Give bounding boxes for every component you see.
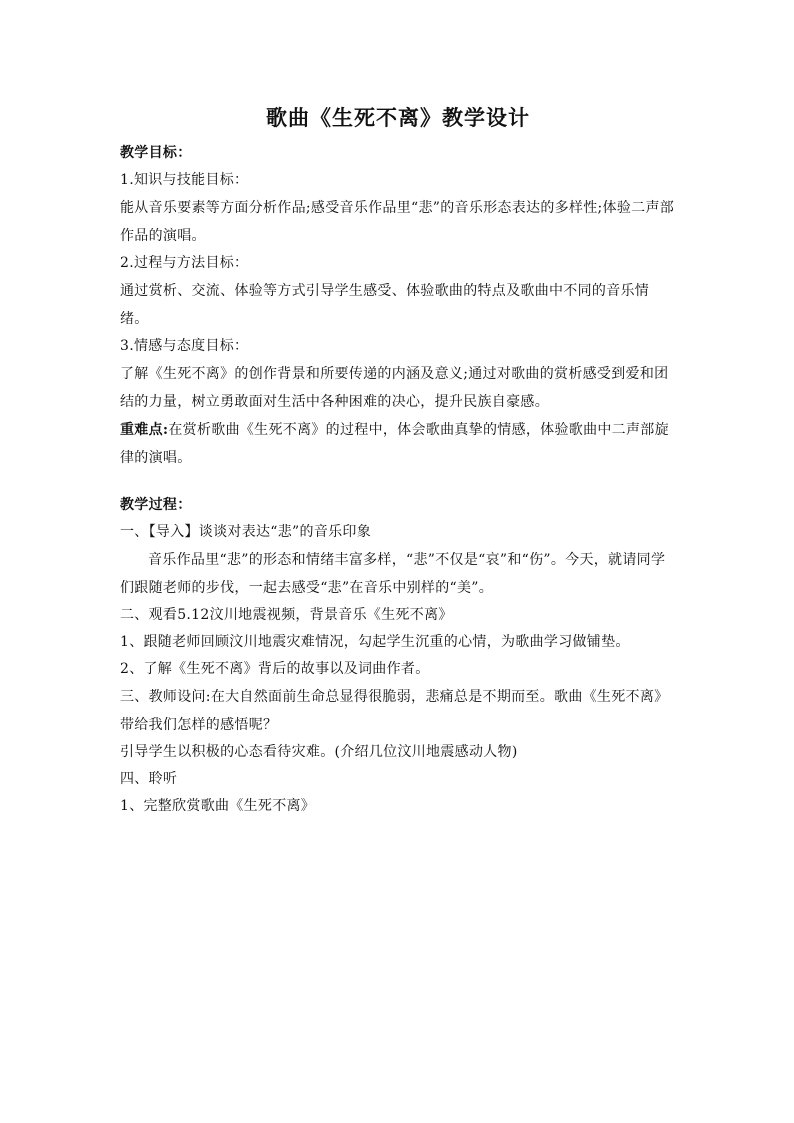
goal1-text: 能从音乐要素等方面分析作品;感受音乐作品里“悲”的音乐形态表达的多样性;体验二声部作品的演唱。 <box>120 200 675 244</box>
keypoint-paragraph <box>120 416 676 472</box>
section-gap <box>120 472 676 492</box>
goal3-text: 了解《生死不离》的创作背景和所要传递的内涵及意义;通过对歌曲的赏析感受到爱和团结的力量，树立勇敢面对生活中各种困难的决心，提升民族自豪感。 <box>120 366 669 410</box>
step4-heading: 四、聆听 <box>120 771 178 787</box>
step2-heading: 二、观看5.12汶川地震视频，背景音乐《生死不离》 <box>120 607 453 623</box>
goal2-text: 通过赏析、交流、体验等方式引导学生感受、体验歌曲的特点及歌曲中不同的音乐情绪。 <box>120 283 650 327</box>
step4-item1: 1、完整欣赏歌曲《生死不离》 <box>120 798 316 814</box>
keypoint-label: 重难点: <box>120 422 169 438</box>
keypoint-text: 在赏析歌曲《生死不离》的过程中，体会歌曲真挚的情感，体验歌曲中二声部旋律的演唱。 <box>120 422 669 466</box>
step3-text: 三、教师设问:在大自然面前生命总显得很脆弱，悲痛总是不期而至。歌曲《生死不离》带给我们怎样的感悟呢？ <box>120 689 669 733</box>
process-heading: 教学过程： <box>120 497 192 513</box>
goal3-heading: 3.情感与态度目标： <box>120 338 249 354</box>
step3-note: 引导学生以积极的心态看待灾难。(介绍几位汶川地震感动人物) <box>120 744 518 760</box>
step2-item1: 1、跟随老师回顾汶川地震灾难情况，勾起学生沉重的心情，为歌曲学习做铺垫。 <box>120 634 630 650</box>
step2-item2: 2、了解《生死不离》背后的故事以及词曲作者。 <box>120 661 430 677</box>
goals-heading: 教学目标： <box>120 145 192 161</box>
goal1-heading: 1.知识与技能目标： <box>120 172 249 188</box>
goal2-heading: 2.过程与方法目标： <box>120 255 249 271</box>
document-title: 歌曲《生死不离》教学设计 <box>266 105 530 130</box>
step1-text: 音乐作品里“悲”的形态和情绪丰富多样，“悲”不仅是“哀”和“伤”。今天，就请同学们跟随老师的步伐，一起去感受“悲”在音乐中别样的“美”。 <box>120 552 666 596</box>
step1-heading: 一、【导入】谈谈对表达“悲”的音乐印象 <box>120 524 372 540</box>
